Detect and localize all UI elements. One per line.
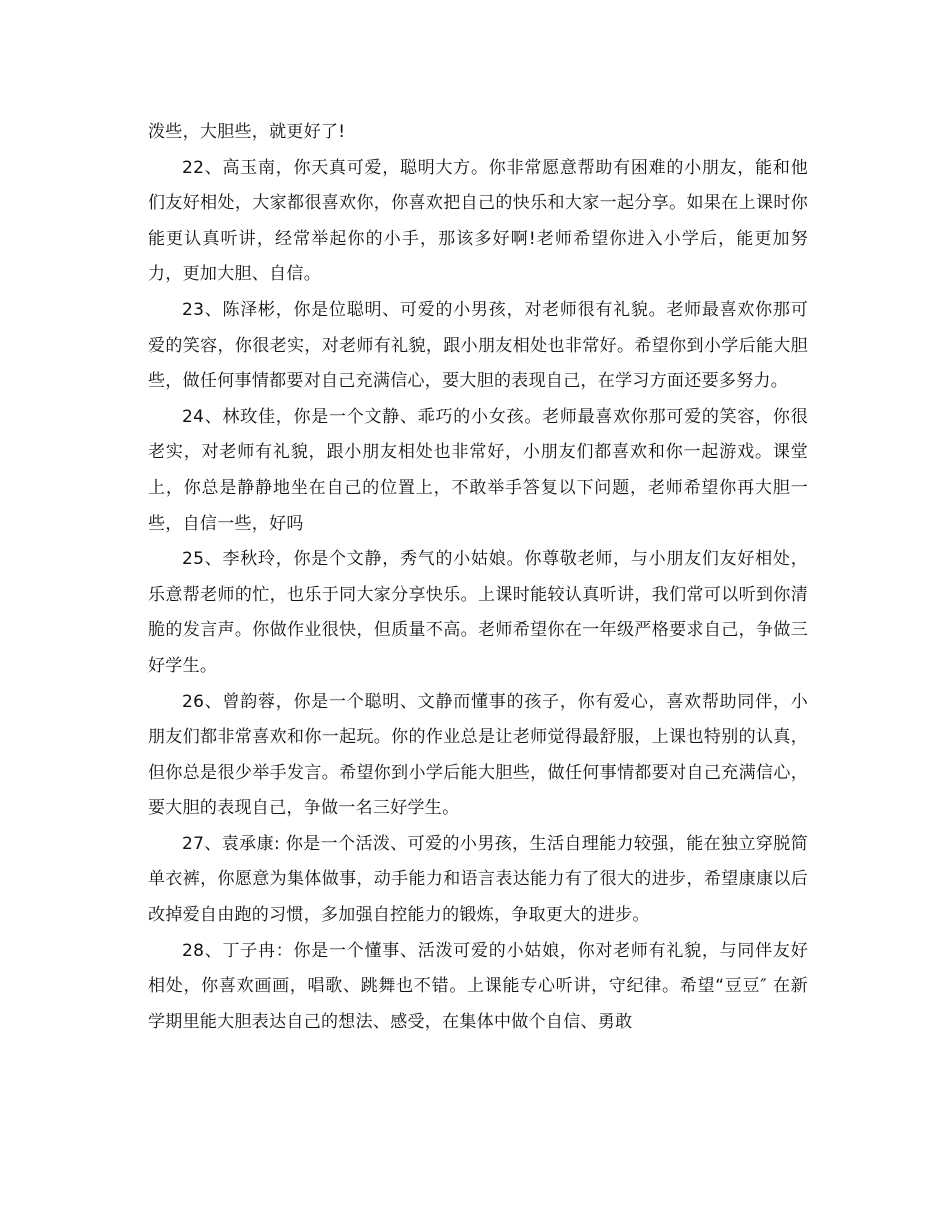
paragraph-26: 26、曾韵蓉，你是一个聪明、文静而懂事的孩子，你有爱心，喜欢帮助同伴，小朋友们都非常喜欢和你一起玩。你的作业总是让老师觉得最舒服，上课也特别的认真，但你总是很少举手发言。希望你到小学后能大胆些，做任何事情都要对自己充满信心，要大胆的表现自己，争做一名三好学生。 bbox=[148, 691, 808, 819]
paragraph-28: 28、丁子冉：你是一个懂事、活泼可爱的小姑娘，你对老师有礼貌，与同伴友好相处，你喜欢画画，唱歌、跳舞也不错。上课能专心听讲，守纪律。希望“豆豆″ 在新学期里能大胆表达自己的想法、感受，在集体中做个自信、勇敢 bbox=[148, 940, 808, 1032]
paragraph-24: 24、林玫佳，你是一个文静、乖巧的小女孩。老师最喜欢你那可爱的笑容，你很老实，对老师有礼貌，跟小朋友相处也非常好，小朋友们都喜欢和你一起游戏。课堂上，你总是静静地坐在自己的位置上，不敢举手答复以下问题，老师希望你再大胆一些，自信一些，好吗 bbox=[148, 406, 808, 534]
paragraph-22: 22、高玉南，你天真可爱，聪明大方。你非常愿意帮助有困难的小朋友，能和他们友好相处，大家都很喜欢你，你喜欢把自己的快乐和大家一起分享。如果在上课时你能更认真听讲，经常举起你的小手，那该多好啊!老师希望你进入小学后，能更加努力，更加大胆、自信。 bbox=[148, 157, 808, 285]
paragraph-27: 27、袁承康: 你是一个活泼、可爱的小男孩，生活自理能力较强，能在独立穿脱简单衣裤，你愿意为集体做事，动手能力和语言表达能力有了很大的进步，希望康康以后改掉爱自由跑的习惯，多加强自控能力的锻炼，争取更大的进步。 bbox=[148, 833, 808, 926]
paragraph-continuation: 泼些，大胆些，就更好了! bbox=[148, 122, 346, 142]
document-body bbox=[148, 115, 808, 1040]
paragraph-25: 25、李秋玲，你是个文静，秀气的小姑娘。你尊敬老师，与小朋友们友好相处，乐意帮老师的忙，也乐于同大家分享快乐。上课时能较认真听讲，我们常可以听到你清脆的发言声。你做作业很快，但质量不高。老师希望你在一年级严格要求自己，争做三好学生。 bbox=[148, 549, 808, 676]
paragraph-23: 23、陈泽彬，你是位聪明、可爱的小男孩，对老师很有礼貌。老师最喜欢你那可爱的笑容，你很老实，对老师有礼貌，跟小朋友相处也非常好。希望你到小学后能大胆些，做任何事情都要对自己充满信心，要大胆的表现自己，在学习方面还要多努力。 bbox=[148, 299, 808, 392]
